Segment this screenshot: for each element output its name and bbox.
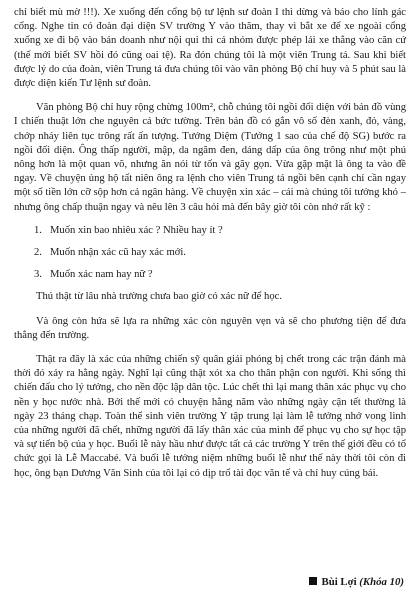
question-note: Thú thật từ lâu nhà trường chưa bao giờ có xác nữ để học. [36,291,282,303]
list-item [34,246,406,260]
list-item-number: 2. [34,247,42,259]
document-page [14,6,406,594]
list-item-text: Muốn xác nam hay nữ ? [50,269,153,281]
intro-paragraph: chỉ biết mù mờ !!!). Xe xuống đến cổng bộ tư lệnh sư đoàn I thì dừng và báo cho lính gác cổng. Nghe tin có đoàn đại diện SV trường Y vào thăm, thay vì bắt xe để xe ngoài cổng xuống xe đi bộ vào bản doanh như nội qui thì cả nhóm được phép lái xe thẳng vào căn cứ (thế mới biết SV hồi đó cũng oai tệ). Ra đón chúng tôi là một viên Trung tá. Sau khi biết được lý do của đoàn, viên Trung tá đưa chúng tôi vào văn phòng Bộ chỉ huy và 5 phút sau là được diện kiến Tư lệnh sư đoàn. [14,7,406,90]
list-item-text: Muốn nhận xác cũ hay xác mới. [50,247,186,259]
list-item [34,268,406,282]
closing-paragraph: Thật ra đây là xác của những chiến sỹ quân giải phóng bị chết trong các trận đánh mà thời đó xảy ra hằng ngày. Nghĩ lại cũng thật xót xa cho thân phận con người. Khi sống thì chiến đấu cho lý tưởng, cho nền độc lập dân tộc. Lúc chết thì lại mang thân xác phục vụ cho nền y học nước nhà. Bởi thế mới có chuyện hằng năm vào những ngày cận tết thường là ngày 23 tháng chạp. Toàn thể sinh viên trường Y tập trung lại làm lễ tưởng nhớ vong linh của những người đã chết, những người đã lấy thân xác của mình để phục vụ cho sự học tập và sự tiến bộ của y học. Buổi lễ này hầu như được tất cả các trường Y trên thế giới đều có tổ chức gọi là Lễ Maccabé. Và buổi lễ tưởng niệm những buổi lễ như thế này thời tôi còn đi học, ông bạn Dương Văn Sinh của tôi lại có dịp trổ tài đọc văn tế và chỉ huy cúng bái. [14,354,406,479]
promise-paragraph: Và ông còn hứa sẽ lựa ra những xác còn nguyên vẹn và sẽ cho phương tiện để đưa thẳng đến trường. [14,315,406,341]
black-square-icon [309,577,317,585]
office-paragraph: Văn phòng Bộ chỉ huy rộng chừng 100m², chỗ chúng tôi ngồi đối diện với bản đồ vùng I chiến thuật lớn che nguyên cả bức tường. Trên bản đồ có gắn vô số đèn xanh, đỏ, vàng, chớp nháy liên tục trông rất ấn tượng. Tướng Diệm (Tướng 1 sao của chế độ SG) bước ra ngồi đối diện. Ông thấp người, mập, da ngăm đen, dáng dấp của ông trông như một phú nông hơn là một quan võ, nhưng ăn nói từ tốn và gãy gọn. Vừa gặp mặt là ông ta vào đề ngay. Về chuyện ủng hộ tất niên ông ra lệnh cho viên Trung tá ngồi bên cạnh chỉ cần ngay một số tiền lớn cỡ sộp hơn cả ngân hàng. Về chuyện xin xác – cái mà chúng tôi tưởng khó – nhưng ông chấp thuận ngay và nêu lên 3 câu hỏi mà đến bây giờ tôi còn nhớ rất kỹ : [14,102,406,213]
signature-author: Bùi Lợi [321,575,357,588]
questions-list [14,224,406,283]
list-item-number: 3. [34,269,42,281]
list-item-text: Muốn xin bao nhiêu xác ? Nhiều hay ít ? [50,224,223,236]
author-signature [309,575,405,589]
list-item-number: 1. [34,224,42,236]
signature-class: (Khóa 10) [359,575,404,588]
list-item [34,224,406,238]
